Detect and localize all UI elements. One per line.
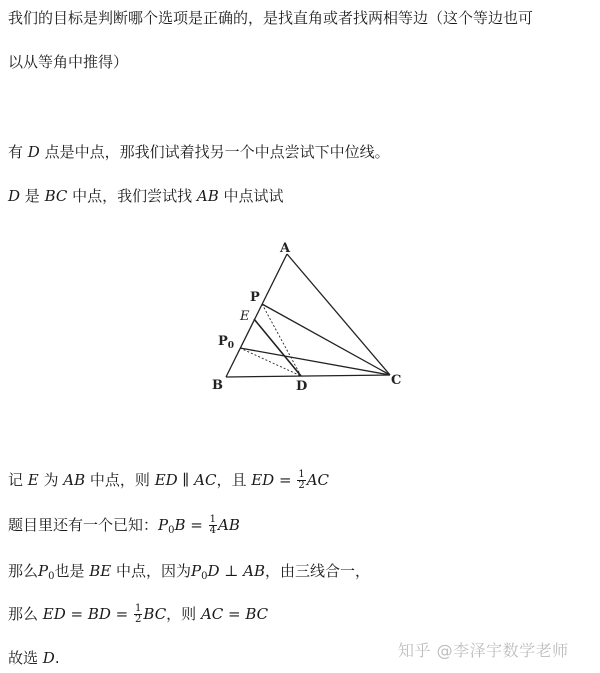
label-e: E (240, 309, 250, 324)
math-var: P (191, 562, 202, 580)
text: 故选 (8, 649, 43, 667)
intro-line-1: 我们的目标是判断哪个选项是正确的，是找直角或者找两相等边（这个等边也可 (8, 9, 534, 27)
label-p0: $P_0$ (218, 334, 235, 351)
text: 那么 (8, 562, 39, 580)
text: 中点，我们尝试找 (67, 187, 197, 205)
label-c: C (391, 373, 402, 388)
math-expr: ED = BD = (42, 605, 134, 623)
text: 中点，则 (85, 471, 155, 489)
text: 那么 (8, 605, 43, 623)
intro-line-2: 以从等角中推得） (8, 53, 129, 71)
math-expr: AC = BC (200, 605, 269, 623)
math-expr: ED ∥ AC (154, 471, 217, 489)
text: 中点试试 (218, 187, 284, 205)
math-var: P (158, 516, 169, 534)
math-var: D (8, 187, 21, 205)
math-var: AB (196, 187, 219, 205)
side-ac (287, 254, 390, 375)
math-var: AB (63, 471, 86, 489)
label-p: P (250, 290, 260, 305)
label-d: D (296, 379, 308, 392)
subscript: 0 (48, 571, 55, 582)
segment-ed (254, 319, 301, 376)
label-a: A (280, 241, 291, 256)
text: 点是中点，那我们试着找另一个中点尝试下中位线。 (39, 143, 390, 161)
label-b: B (212, 378, 223, 392)
equation-p0b (8, 515, 240, 541)
segment-p0c (240, 348, 390, 375)
math-var: BE (89, 562, 112, 580)
math-var: BC (44, 187, 68, 205)
math-expr: ED = (251, 471, 297, 489)
fraction: $\frac{1}{4}$ (209, 514, 216, 536)
math-expr: D ⊥ AB (207, 562, 266, 580)
fraction: $\frac{1}{2}$ (298, 469, 305, 491)
conclusion (8, 648, 60, 668)
math-var: D (27, 143, 40, 161)
text: 中点，因为 (111, 562, 192, 580)
math-var: E (27, 471, 39, 489)
text: ，且 (216, 471, 252, 489)
text: 记 (8, 471, 28, 489)
triangle-figure (200, 232, 410, 392)
equation-p0-midpoint (8, 561, 370, 587)
equation-ed-bd (8, 604, 268, 625)
math-var: AC (306, 471, 330, 489)
text: 题目里还有一个已知： (8, 516, 159, 534)
math-var: BC (143, 605, 167, 623)
text: 为 (38, 471, 64, 489)
paragraph-midpoint (8, 142, 390, 162)
side-ab (226, 254, 287, 377)
subscript: 0 (201, 571, 208, 582)
side-bc (226, 375, 390, 377)
math-var: AB (218, 516, 240, 534)
text: 是 (20, 187, 45, 205)
math-expr: B = (174, 516, 208, 534)
math-var: D (42, 649, 55, 667)
subscript: 0 (168, 525, 175, 536)
paragraph-bc-midpoint (8, 186, 284, 206)
watermark: 知乎 @李泽宇数学老师 (398, 641, 569, 660)
math-var: P (38, 562, 49, 580)
text: 有 (8, 143, 28, 161)
text: . (54, 649, 60, 667)
fraction: $\frac{1}{2}$ (135, 603, 142, 625)
text: ，则 (166, 605, 201, 623)
equation-ed-parallel-ac (8, 470, 329, 491)
segment-p0d-dashed (240, 348, 301, 376)
text: 也是 (54, 562, 90, 580)
text: ，由三线合一， (265, 562, 371, 580)
